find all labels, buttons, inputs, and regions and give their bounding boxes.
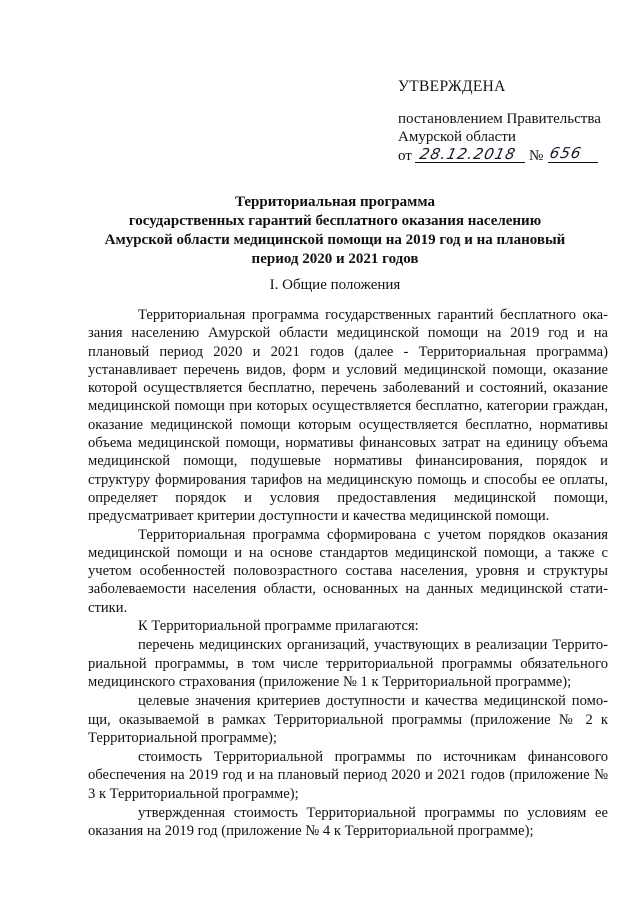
attachment-item-2: целевые значения критериев доступности и качества медицинской помощи, оказываемой в рамках Территориальной программы (приложение № 2 к Территориальной программе); [88, 693, 608, 746]
approval-block [398, 78, 618, 166]
approval-line-1: постановлением Правительства [398, 111, 601, 127]
number-underline [548, 162, 598, 163]
attachment-item-1: перечень медицинских организаций, участвующих в реализации Территориальной программы, в том числе территориальной программы обязательного медицинского страхования (приложение № 1 к Территориальной программе); [88, 637, 608, 690]
body-text [88, 306, 608, 841]
handwritten-date: 28.12.2018 [418, 145, 518, 163]
number-sign: № [529, 148, 544, 164]
approval-title: УТВЕРЖДЕНА [398, 78, 506, 95]
document-title [80, 193, 590, 269]
section-heading: I. Общие положения [269, 277, 401, 293]
approval-line-2: Амурской области [398, 129, 516, 145]
title-line-2: государственных гарантий бесплатного оказания населению [128, 213, 542, 229]
handwritten-number: 656 [548, 144, 584, 162]
paragraph-formation: Территориальная программа сформирована с учетом порядков оказания медицинской помощи и на основе стандартов медицинской помощи, а также с учетом особенностей половозрастного состава населения, уровня и структуры заболеваемости населения области, основанных на данных медицинской статистики. [88, 526, 608, 616]
attachment-item-3: стоимость Территориальной программы по источникам финансового обеспечения на 2019 год и на плановый период 2020 и 2021 годов (приложение № 3 к Территориальной программе); [88, 749, 608, 802]
approval-date-row [398, 146, 618, 166]
paragraph-intro: Территориальная программа государственных гарантий бесплатного оказания населению Амурской области медицинской помощи на 2019 год и на плановый период 2020 и 2021 годов (далее - Территориальная программа) устанавливает перечень видов, форм и условий медицинской помощи, оказание которой осуществляется бесплатно, перечень заболеваний и состояний, оказание медицинской помощи при которых осуществляется бесплатно, категории граждан, оказание медицинской помощи которым осуществляется бесплатно, нормативы объема медицинской помощи, нормативы финансовых затрат на единицу объема медицинской помощи, подушевые нормативы финансирования, порядок и структуру формирования тарифов на медицинскую помощь и способы ее оплаты, определяет порядок и условия предоставления медицинской помощи, предусматривает критерии доступности и качества медицинской помощи. [88, 307, 608, 525]
title-line-4: период 2020 и 2021 годов [251, 251, 419, 267]
title-line-1: Территориальная программа [234, 194, 436, 210]
attachment-item-4: утвержденная стоимость Территориальной программы по условиям ее оказания на 2019 год (приложение № 4 к Территориальной программе); [88, 805, 608, 840]
title-line-3: Амурской области медицинской помощи на 2019 год и на плановый [104, 232, 566, 248]
date-prefix: от [398, 148, 412, 164]
paragraph-attachments: К Территориальной программе прилагаются: [138, 618, 419, 635]
